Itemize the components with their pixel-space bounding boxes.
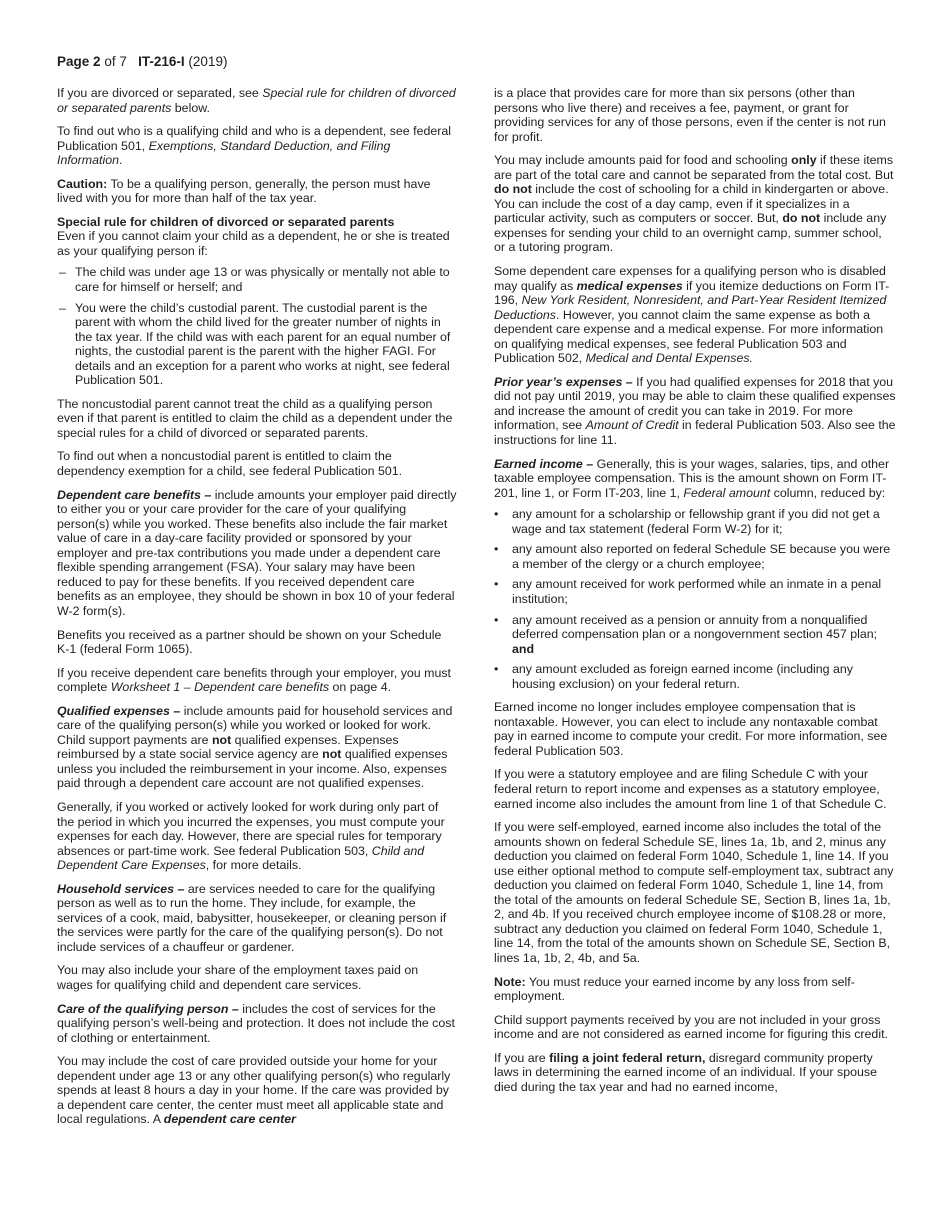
paragraph-employment-taxes: You may also include your share of the employment taxes paid on wages for qualifying child and dependent care services. [57, 963, 419, 992]
page-label: Page [57, 54, 90, 69]
left-column [57, 86, 457, 1136]
special-rule-intro: Even if you cannot claim your child as a dependent, he or she is treated as your qualifying person if: [57, 229, 450, 258]
list-item: – You were the child’s custodial parent. The custodial parent is the parent with whom the child lived for the greater number of nights in the tax year. If the child was with each parent for an equal number of nights, the custodial parent is the parent with the higher FAGI. For details and an exception for a parent who works at night, see federal Publication 501. [59, 300, 451, 388]
paragraph-care-outside-home: You may include the cost of care provided outside your home for your dependent under age 13 or any other qualifying person(s) who regularly spends at least 8 hours a day in your home. If the care was provided by a dependent care center, the center must meet all applicable state and local regulations. A dependent care center [57, 1054, 451, 1127]
paragraph-joint-return: If you are filing a joint federal return, disregard community property laws in determining the earned income of an individual. If your spouse died during the tax year and had no earned income, [494, 1050, 877, 1094]
paragraph-care-center: is a place that provides care for more than six persons (other than persons who live there) and receives a fee, payment, or grant for providing services for any of those persons, even if the center is not run for profit. [494, 86, 886, 144]
page-header [57, 54, 227, 69]
list-item: • any amount excluded as foreign earned income (including any housing exclusion) on your federal return. [494, 662, 853, 691]
paragraph-noncustodial: The noncustodial parent cannot treat the child as a qualifying person even if that parent is entitled to claim the child as a dependent under the special rules for a child of divorced or separated parents. [57, 396, 453, 440]
paragraph-part-time: Generally, if you worked or actively looked for work during only part of the period in which you incurred the expenses, you must compute your expenses for each day. However, there are special rules for temporary absences or part-time work. See federal Publication 503, Child and Dependent Care Expenses, for more details. [57, 799, 445, 873]
list-item: – The child was under age 13 or was physically or mentally not able to care for himself or herself; and [59, 265, 450, 295]
page-of: of 7 [104, 54, 127, 69]
paragraph-nontaxable: Earned income no longer includes employee compensation that is nontaxable. However, you can elect to include any nontaxable combat pay in earned income to compute your credit. For more information, see federal Publication 503. [494, 700, 888, 758]
list-item: • any amount also reported on federal Schedule SE because you were a member of the clergy or a church employee; [494, 542, 891, 571]
paragraph-care-of-person: Care of the qualifying person – includes the cost of services for the qualifying person’s well-being and protection. It does not include the cost of clothing or entertainment. [57, 1001, 455, 1045]
paragraph-partner-benefits: Benefits you received as a partner should be shown on your Schedule K-1 (federal Form 1065). [57, 627, 442, 657]
special-rule-heading: Special rule for children of divorced or separated parents [57, 214, 395, 229]
earned-income-list [494, 507, 896, 691]
paragraph-divorced: If you are divorced or separated, see Special rule for children of divorced or separated parents below. [57, 86, 456, 115]
page-number: 2 [93, 54, 101, 69]
paragraph-note: Note: You must reduce your earned income by any loss from self-employment. [494, 974, 855, 1004]
special-rule-section [57, 215, 457, 259]
list-item: • any amount for a scholarship or fellowship grant if you did not get a wage and tax statement (federal Form W-2) for it; [494, 507, 880, 536]
list-item: • any amount received as a pension or annuity from a nonqualified deferred compensation plan or a nongovernment section 457 plan; and [494, 612, 878, 656]
paragraph-statutory-employee: If you were a statutory employee and are filing Schedule C with your federal return to report income and expenses as a statutory employee, earned income also includes the amount from line 1 of that Schedule C. [494, 767, 887, 811]
paragraph-medical-expenses: Some dependent care expenses for a qualifying person who is disabled may qualify as medical expenses if you itemize deductions on Form IT-196, New York Resident, Nonresident, and Part-Year Resident Itemized Deductions. However, you cannot claim the same expense as both a dependent care expense and a medical expense. For more information on qualifying medical expenses, see federal Publication 503 and Publication 502, Medical and Dental Expenses. [494, 264, 890, 366]
special-rule-list [57, 265, 457, 387]
form-id: IT-216-I [138, 54, 185, 69]
paragraph-worksheet: If you receive dependent care benefits through your employer, you must complete Worksheet 1 – Dependent care benefits on page 4. [57, 665, 451, 695]
paragraph-self-employed: If you were self-employed, earned income also includes the total of the amounts shown on federal Schedule SE, lines 1a, 1b, and 2, minus any deduction you claimed on federal Form 1040, Schedule 1, line 14. If you use either optional method to compute self-employment tax, subtract any deduction you claimed on federal Form 1040, Schedule 1, line 14, from the total of the amounts on federal Schedule SE, Section B, lines 1a, 1b, 2, and 4b. If you received church employee income of $108.28 or more, subtract any deduction you claimed on federal Form 1040, Schedule 1, line 14, from the total of the amounts shown on Schedule SE, Section B, lines 1a, 1b, 2, 4b, and 5a. [494, 820, 894, 965]
paragraph-food-schooling: You may include amounts paid for food and schooling only if these items are part of the total care and cannot be separated from the total cost. But do not include the cost of schooling for a child in kindergarten or above. You can include the cost of a day camp, even if it specializes in a particular activity, such as computers or soccer. But, do not include any expenses for sending your child to an overnight camp, summer school, or a tutoring program. [494, 153, 894, 255]
list-item: • any amount received for work performed while an inmate in a penal institution; [494, 577, 882, 606]
paragraph-caution: Caution: To be a qualifying person, generally, the person must have lived with you for more than half of the tax year. [57, 176, 431, 206]
paragraph-dependency-exemption: To find out when a noncustodial parent is entitled to claim the dependency exemption for a child, see federal Publication 501. [57, 449, 403, 479]
paragraph-dependent-care-benefits: Dependent care benefits – include amounts your employer paid directly to either you or your care provider for the care of your qualifying person(s) while you worked. These benefits also include the fair market value of care in a day-care facility provided or sponsored by your employer and pre-tax contributions you made under a dependent care flexible spending arrangement (FSA). Your salary may have been reduced to pay for these benefits. If you received dependent care benefits as an employee, they should be shown in box 10 of your federal W-2 form(s). [57, 487, 457, 618]
form-year: (2019) [188, 54, 228, 69]
paragraph-child-support: Child support payments received by you are not included in your gross income and are not considered as earned income for figuring this credit. [494, 1012, 888, 1042]
paragraph-qualified-expenses: Qualified expenses – include amounts paid for household services and care of the qualifying person(s) while you worked or looked for work. Child support payments are not qualified expenses. Expenses reimbursed by a state social service agency are not qualified expenses unless you included the reimbursement in your income. Also, expenses paid through a dependent care account are not qualified expenses. [57, 703, 453, 791]
paragraph-earned-income: Earned income – Generally, this is your wages, salaries, tips, and other taxable employee compensation. This is the amount shown on Form IT-201, line 1, or Form IT-203, line 1, Federal amount column, reduced by: [494, 456, 890, 500]
paragraph-prior-year: Prior year’s expenses – If you had qualified expenses for 2018 that you did not pay until 2019, you may be able to claim these qualified expenses and increase the amount of credit you can take in 2019. For more information, see Amount of Credit in federal Publication 503. Also see the instructions for line 11. [494, 374, 896, 448]
paragraph-household-services: Household services – are services needed to care for the qualifying person as well as to run the home. They include, for example, the services of a cook, maid, babysitter, housekeeper, or cleaning person if the services were partly for the care of the qualifying person(s). Do not include services of a chauffeur or gardener. [57, 881, 447, 954]
paragraph-qualifying-child: To find out who is a qualifying child and who is a dependent, see federal Publication 501, Exemptions, Standard Deduction, and Filing Information. [57, 124, 452, 168]
right-column [494, 86, 896, 1103]
